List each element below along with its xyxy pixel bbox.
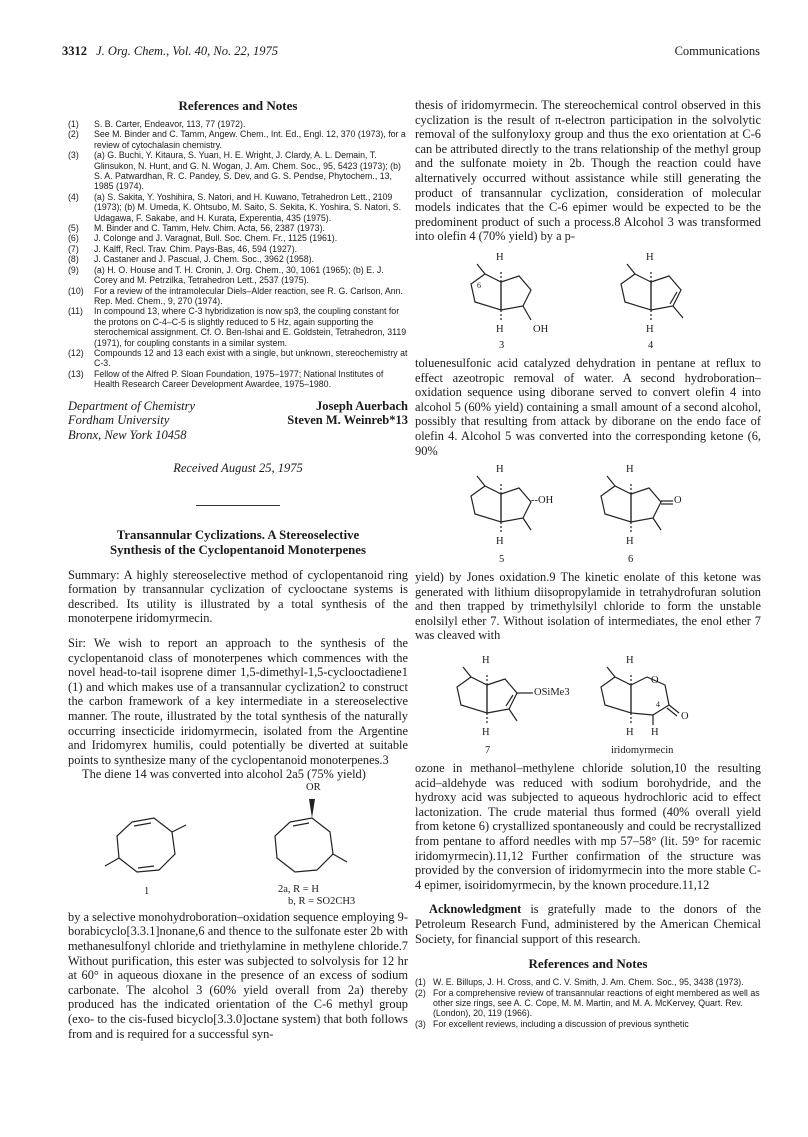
- hydrogen-label: H: [496, 323, 504, 335]
- reference-text: See M. Binder and C. Tamm, Angew. Chem., Int. Ed., Engl. 12, 370 (1973), for a review of cytochalasin chemistry.: [94, 129, 406, 150]
- reference-number: (5): [68, 223, 79, 234]
- cyclopentane-ring: [501, 276, 531, 310]
- reference-number: (2): [68, 129, 79, 140]
- reference-number: (1): [415, 977, 426, 988]
- methyl-bond: [523, 518, 531, 530]
- author-name: Joseph Auerbach: [315, 398, 408, 413]
- body-paragraph: by a selective monohydroboration–oxidation sequence employing 9-borabicyclo[3.3.1]nonane,6 and thence to the sulfonate ester 2b with methanesulfonyl chloride and triethylamine in methylene chloride.7 Without purification, this ester was subjected to solvolysis for 12 hr at 60° in aqueous dioxane in the presence of an excess of sodium carbonate. The alcohol 3 (60% yield overall from 2a) thereby produced has the indicated orientation of the C-6 methyl group (exo- to the cis-fused bicyclo[3.3.0]octane system) that both follows from and is required for a successful syn-: [68, 909, 408, 1041]
- methyl-bond: [463, 667, 471, 677]
- figure-diene-alcohol: [68, 782, 408, 910]
- title-line: Transannular Cyclizations. A Stereoselective: [116, 527, 360, 542]
- title-line: Synthesis of the Cyclopentanoid Monoterpenes: [110, 542, 366, 557]
- wedge-bond: [309, 799, 315, 818]
- left-column: [68, 98, 408, 1041]
- reference-number: (9): [68, 264, 79, 275]
- methyl-bond: [523, 306, 531, 320]
- carbonyl-bond: [669, 705, 679, 713]
- right-column: [415, 98, 761, 1029]
- carbonyl-oxygen-label: O: [681, 711, 689, 723]
- summary-paragraph: Summary: A highly stereoselective method of cyclopentanoid ring formation by transannular cyclization of cyclooctane systems is described. Its utility is illustrated by a total synthesis of the monoterpene iridomyrmecin.: [68, 567, 408, 626]
- lactone-ring: [631, 677, 669, 715]
- compound-label-2b: b, R = SO2CH3: [288, 895, 356, 907]
- double-bond: [138, 866, 154, 868]
- reference-item: [68, 306, 408, 348]
- reference-item: [68, 223, 408, 233]
- position-label: 4: [656, 700, 660, 710]
- article-title: [68, 528, 408, 558]
- hydrogen-label: H: [482, 655, 490, 667]
- reference-text: (a) H. O. House and T. H. Cronin, J. Org. Chem., 30, 1061 (1965); (b) E. J. Corey and M. Petrzilka, Tetrahedron Lett., 2537 (1975).: [94, 264, 384, 286]
- reference-text: For excellent reviews, including a discussion of previous synthetic: [433, 1018, 689, 1029]
- hydrogen-label: H: [646, 323, 654, 335]
- hydrogen-label: H: [482, 727, 490, 739]
- compound-label-4: 4: [648, 339, 654, 351]
- section-name: Communications: [674, 44, 760, 58]
- reference-text: (a) S. Sakita, Y. Yoshihira, S. Natori, and H. Kuwano, Tetrahedron Lett., 2109 (1973); (b) M. Umeda, K. Ohtsubo, M. Saito, S. Sekita, K. Yoshira, S. Natori, S. Udagawa, F. Sakabe, and H. Kurata, Experentia, 435 (1975).: [94, 191, 402, 223]
- reference-text: For a comprehensive review of transannular reactions of eight membered as well as other size rings, see A. C. Cope, M. M. Martin, and M. A. McKervey, Quart. Rev. (London), 20, 119 (1966).: [433, 987, 760, 1019]
- body-paragraph: thesis of iridomyrmecin. The stereochemical control observed in this cyclization is the result of π-electron participation in the solvolytic removal of the sulfonyloxy group and thus the exo orientation at C-6 can be attributed directly to the trans relationship of the methyl group and the sulfonate moiety in 2b. Though the reaction could have alternatively occurred without assistance while still generating the product of transannular cyclization, consideration of molecular models indicates that the C-6 epimer would be expected to be the predominent product of such a process.8 Alcohol 3 was transformed into olefin 4 (70% yield) by a p-: [415, 98, 761, 244]
- reference-number: (4): [68, 191, 79, 202]
- reference-number: (12): [68, 347, 84, 358]
- methyl-bond: [607, 667, 615, 677]
- cyclooctadiene-ring: [117, 818, 175, 872]
- hydrogen-label: H: [496, 251, 504, 263]
- reference-text: M. Binder and C. Tamm, Helv. Chim. Acta, 56, 2387 (1973).: [94, 223, 325, 234]
- affiliation-line: Department of Chemistry: [68, 398, 196, 413]
- reference-list: [415, 977, 761, 1029]
- cyclopentane-ring: [601, 677, 631, 713]
- double-bond: [670, 292, 677, 304]
- position-label: 6: [477, 280, 481, 290]
- affiliation: [68, 399, 195, 443]
- reference-item: [415, 1019, 761, 1029]
- reference-item: [68, 244, 408, 254]
- reference-text: For a review of the intramolecular Diels–Alder reaction, see R. G. Carlson, Ann. Rep. Med. Chem., 9, 270 (1974).: [94, 285, 404, 306]
- acknowledgment-paragraph: [415, 902, 761, 946]
- cyclopentane-ring: [621, 274, 651, 310]
- cyclooctene-ring: [275, 818, 333, 872]
- reference-number: (11): [68, 306, 83, 317]
- oxygen-label: O: [674, 495, 682, 507]
- cyclopentane-ring: [457, 677, 487, 713]
- journal-citation: J. Org. Chem., Vol. 40, No. 22, 1975: [96, 44, 278, 58]
- cyclopentane-ring: [601, 486, 631, 522]
- compound-label-7: 7: [485, 745, 491, 757]
- structure-drawing: [415, 244, 761, 356]
- reference-text: In compound 13, where C-3 hybridization is now sp3, the coupling constant for the protons on C-4–C-5 is slightly reduced to 5 Hz, again supporting the sterochemical assignment. Cf. O. Ben-Ishai and E. Goldstein, Tetrahedron, 3119 (1971), for coupling constants in a similar system.: [94, 306, 407, 348]
- compound-label-5: 5: [499, 554, 505, 566]
- acknowledgment-text: is gratefully made to the donors of the Petroleum Research Fund, administered by the American Chemical Society, for financial support of this research.: [415, 902, 761, 946]
- reference-item: [68, 254, 408, 264]
- reference-text: (a) G. Buchi, Y. Kitaura, S. Yuan, H. E. Wright, J. Clardy, A. L. Demain, T. Glinsukon, N. Hunt, and G. N. Wogan, J. Am. Chem. Soc., 95, 5423 (1973); (b) S. A. Patwardhan, R. C. Pandey, S. Dev, and G. S. Pendse, Phytochem., 13, 1985 (1974).: [94, 150, 401, 192]
- reference-item: [68, 129, 408, 150]
- references-heading: References and Notes: [528, 956, 648, 972]
- carbonyl-bond: [667, 708, 677, 716]
- authors: [287, 399, 408, 428]
- methyl-bond: [105, 858, 119, 866]
- page-number: 3312: [62, 44, 87, 58]
- compound-label-3: 3: [499, 339, 505, 351]
- reference-item: [68, 348, 408, 369]
- methyl-bond: [653, 518, 661, 530]
- reference-number: (3): [68, 150, 79, 161]
- reference-item: [68, 119, 408, 129]
- hydrogen-label: H: [496, 464, 504, 476]
- running-header: [62, 44, 760, 60]
- reference-item: [68, 192, 408, 223]
- methyl-bond: [172, 825, 186, 832]
- methyl-bond: [607, 476, 615, 486]
- double-bond: [293, 823, 309, 826]
- reference-number: (3): [415, 1018, 426, 1029]
- reference-item: [68, 150, 408, 192]
- silyloxy-label: OSiMe3: [534, 687, 570, 699]
- reference-list: [68, 119, 408, 390]
- reference-text: W. E. Billups, J. H. Cross, and C. V. Smith, J. Am. Chem. Soc., 95, 3438 (1973).: [433, 977, 744, 988]
- reference-number: (2): [415, 987, 426, 998]
- reference-item: [415, 988, 761, 1019]
- reference-number: (10): [68, 285, 84, 296]
- reference-number: (8): [68, 254, 79, 265]
- reference-number: (6): [68, 233, 79, 244]
- structure-drawing: [68, 782, 408, 910]
- reference-text: J. Colonge and J. Varagnat, Bull. Soc. Chem. Fr., 1125 (1961).: [94, 233, 338, 244]
- hydrogen-label: H: [646, 251, 654, 263]
- methyl-bond: [627, 264, 635, 274]
- hydrogen-label: H: [626, 464, 634, 476]
- cyclopentane-ring: [471, 486, 501, 522]
- reference-text: S. B. Carter, Endeavor, 113, 77 (1972).: [94, 119, 246, 129]
- reference-text: Fellow of the Alfred P. Sloan Foundation, 1975–1977; National Institutes of Health Research Career Development Awardee, 1975–1980.: [94, 368, 384, 390]
- methyl-bond: [333, 854, 347, 862]
- hydroxyl-label: --OH: [531, 495, 554, 507]
- body-paragraph: ozone in methanol–methylene chloride solution,10 the resulting acid–aldehyde was reduced with sodium borohydride, and the hydroxy acid was subjected to aqueous hydrochloric acid to effect lactonization. The crude material thus formed (40% overall yield from ketone 6) crystallized spontaneously and could be recrystallized from pentane to afford needles with mp 57–58° (lit. 59° for racemic iridomyrmecin).11,12 Further confirmation of the structure was provided by the conversion of iridomyrmecin into the more stable C-4 epimer, isoiridomyrmecin, by the known procedure.11,12: [415, 761, 761, 892]
- header-left: [62, 44, 278, 59]
- reference-item: [68, 265, 408, 286]
- reference-number: (7): [68, 243, 79, 254]
- or-label: OR: [306, 781, 321, 793]
- methyl-bond: [477, 476, 485, 486]
- compound-label-2a: 2a, R = H: [278, 883, 319, 895]
- body-paragraph: Sir: We wish to report an approach to the synthesis of the cyclopentanoid class of monoterpenes which commences with the novel head-to-tail isoprene dimer 1,5-dimethyl-1,5-cyclooctadiene1 (1) and which makes use of a transannular cyclization2 to construct the carbon framework of a key intermediate in a stereoselective manner. The route, illustrated by the total synthesis of the naturally occurring insecticide iridomyrmecin, isolated from the Argentine and Iridomyrex humilis, could potentially be diverted at suitable points to synthesize many of the cyclopentanoid monoterpenes.3: [68, 635, 408, 767]
- received-date: Received August 25, 1975: [173, 460, 303, 475]
- affiliation-line: Bronx, New York 10458: [68, 427, 187, 442]
- reference-text: Compounds 12 and 13 each exist with a single, but unknown, stereochemistry at C-3.: [94, 347, 408, 369]
- hydrogen-label: H: [651, 727, 659, 739]
- hydrogen-label: H: [626, 655, 634, 667]
- author-block: [68, 399, 408, 443]
- structure-drawing: [415, 458, 761, 570]
- affiliation-line: Fordham University: [68, 413, 170, 428]
- compound-label-6: 6: [628, 554, 634, 566]
- double-bond: [134, 823, 151, 826]
- reference-item: [68, 233, 408, 243]
- methyl-bond: [673, 306, 683, 318]
- hydrogen-label: H: [626, 536, 634, 548]
- body-paragraph: The diene 14 was converted into alcohol 2a5 (75% yield): [82, 767, 366, 782]
- figure-alcohol-ketone: [415, 458, 761, 570]
- ring-oxygen-label: O: [651, 675, 659, 687]
- figure-alcohol-olefin: [415, 244, 761, 356]
- acknowledgment-heading: Acknowledgment: [429, 902, 522, 917]
- reference-text: J. Castaner and J. Pascual, J. Chem. Soc., 3962 (1958).: [94, 254, 315, 265]
- reference-item: [68, 286, 408, 307]
- cyclopentanone-ring: [631, 488, 661, 522]
- reference-item: [68, 369, 408, 390]
- hydrogen-label: H: [626, 727, 634, 739]
- reference-text: J. Kalff, Recl. Trav. Chim. Pays-Bas, 46, 594 (1927).: [94, 243, 298, 254]
- cyclopentane-ring: [471, 274, 501, 310]
- cyclopentane-ring: [501, 488, 531, 522]
- separator-rule: [196, 505, 280, 506]
- methyl-bond: [477, 264, 485, 274]
- body-paragraph: toluenesulfonic acid catalyzed dehydration in pentane at reflux to effect azeotropic removal of water. A second hydroboration–oxidation sequence using diborane served to convert olefin 4 into alcohol 5 (60% yield) containing a small amount of a second alcohol, possibly that resulting from attack by diborane on the endo face of olefin 4. Alcohol 5 was converted into the corresponding ketone (6, 90%: [415, 355, 761, 458]
- reference-item: [415, 977, 761, 987]
- figure-enol-ether-lactone: [415, 643, 761, 761]
- references-heading: References and Notes: [178, 98, 298, 113]
- compound-label-iridomyrmecin: iridomyrmecin: [611, 745, 674, 757]
- body-paragraph: yield) by Jones oxidation.9 The kinetic enolate of this ketone was generated with lithium diisopropylamide in tetrahydrofuran solution and then trapped by trimethylsilyl chloride to form the unstable enolsilyl ether 7. Without isolation of intermediates, the enol ether 7 was cleaved with: [415, 570, 761, 643]
- methyl-bond: [509, 709, 517, 721]
- compound-label-1: 1: [144, 885, 150, 897]
- reference-number: (13): [68, 368, 84, 379]
- hydrogen-label: H: [496, 536, 504, 548]
- reference-number: (1): [68, 119, 79, 129]
- author-name: Steven M. Weinreb*13: [287, 413, 408, 428]
- structure-drawing: [415, 643, 761, 761]
- hydroxyl-label: OH: [533, 323, 549, 335]
